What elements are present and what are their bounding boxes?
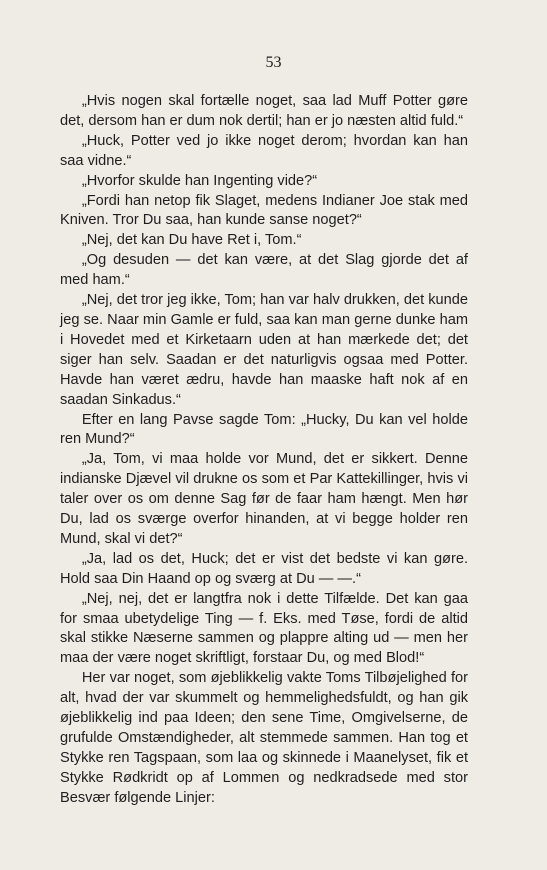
paragraph: „Ja, Tom, vi maa holde vor Mund, det er sikkert. Denne indianske Djævel vil drukne os som et Par Kattekillinger, hvis vi taler over os om denne Sag før de faar ham hængt. Men hør Du, lad os sværge overfor hinanden, at vi begge holder ren Mund, skal vi det?“ — [60, 451, 468, 547]
paragraph: Efter en lang Pavse sagde Tom: „Hucky, Du kan vel holde ren Mund?“ — [60, 411, 468, 448]
paragraph: „Hvis nogen skal fortælle noget, saa lad Muff Potter gøre det, dersom han er dum nok dertil; han er jo næsten altid fuld.“ — [60, 93, 468, 129]
paragraph: „Ja, lad os det, Huck; det er vist det bedste vi kan gøre. Hold saa Din Haand op og sværg at Du — —.“ — [60, 550, 468, 587]
paragraph: „Og desuden — det kan være, at det Slag gjorde det af med ham.“ — [60, 252, 468, 289]
paragraph: „Nej, det tror jeg ikke, Tom; han var halv drukken, det kunde jeg se. Naar min Gamle er fuld, saa kan man gerne dunke ham i Hovedet med et Kirketaarn uden at han mærkede det; det siger han selv. Saadan er det naturligvis ogsaa med Potter. Havde han været ædru, havde han maaske haft nok af en saadan Sinkadus.“ — [60, 292, 468, 408]
page-number: 53 — [265, 54, 282, 71]
paragraph: „Nej, nej, det er langtfra nok i dette Tilfælde. Det kan gaa for smaa ubetydelige Ting — f. Eks. med Tøse, fordi de altid skal stikke Næserne sammen og plappre alting ud — men her maa der være noget skriftligt, forstaar Du, og med Blod!“ — [60, 590, 468, 667]
paragraph: „Nej, det kan Du have Ret i, Tom.“ — [81, 232, 302, 249]
paragraph: „Huck, Potter ved jo ikke noget derom; hvordan kan han saa vidne.“ — [60, 132, 468, 169]
body-text — [60, 92, 468, 809]
paragraph: Her var noget, som øjeblikkelig vakte Toms Tilbøjelighed for alt, hvad der var skummelt og hemmelighedsfuldt, og han gik øjeblikkelig ind paa Ideen; den sene Time, Omgivelserne, de grufulde Omstændigheder, alt stemmede sammen. Han tog et Stykke ren Tagspaan, som laa og skinnede i Maanelyset, fik et Stykke Rødkridt op af Lommen og nedkradsede med stor Besvær følgende Linjer: — [60, 670, 468, 806]
paragraph: „Hvorfor skulde han Ingenting vide?“ — [81, 172, 318, 189]
paragraph: „Fordi han netop fik Slaget, medens Indianer Joe stak med Kniven. Tror Du saa, han kunde sanse noget?“ — [60, 192, 468, 229]
